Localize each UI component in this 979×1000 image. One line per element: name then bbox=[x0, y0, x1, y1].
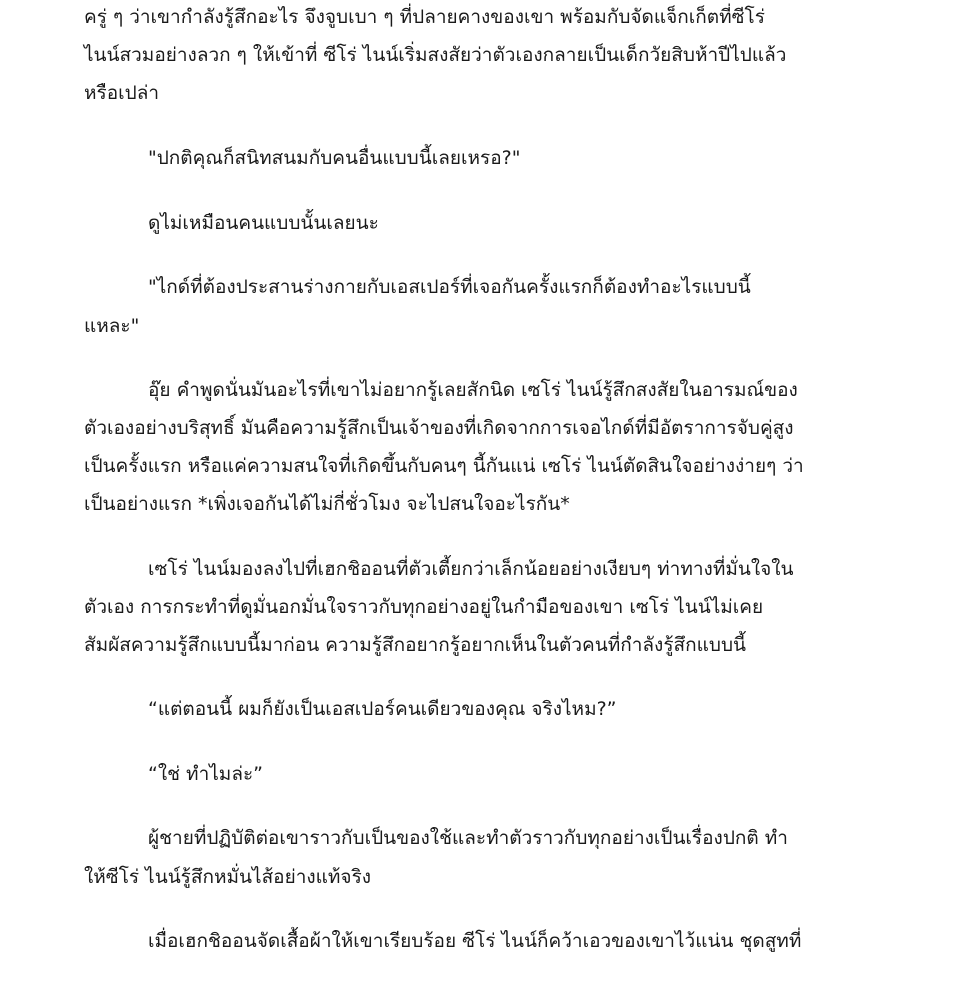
text-line: หรือเปล่า bbox=[84, 82, 160, 104]
text-line: ครู่ ๆ ว่าเขากำลังรู้สึกอะไร จึงจูบเบา ๆ ที่ปลายคางของเขา พร้อมกับจัดแจ็กเก็ตที่ซีโร่ bbox=[84, 6, 765, 28]
text-line: เป็นอย่างแรก *เพิ่งเจอกันได้ไม่กี่ชั่วโมง จะไปสนใจอะไรกัน* bbox=[84, 493, 570, 515]
text-line: เป็นครั้งแรก หรือแค่ความสนใจที่เกิดขึ้นกับคนๆ นี้กันแน่ เซโร่ ไนน์ตัดสินใจอย่างง่ายๆ ว่า bbox=[84, 455, 804, 477]
dialogue-line: "ไกด์ที่ต้องประสานร่างกายกับเอสเปอร์ที่เจอกันครั้งแรกก็ต้องทำอะไรแบบนี้ bbox=[148, 276, 751, 298]
text-line: ตัวเอง การกระทำที่ดูมั่นอกมั่นใจราวกับทุกอย่างอยู่ในกำมือของเขา เซโร่ ไนน์ไม่เคย bbox=[84, 596, 764, 618]
text-line: อุ๊ย คำพูดนั่นมันอะไรที่เขาไม่อยากรู้เลยสักนิด เซโร่ ไนน์รู้สึกสงสัยในอารมณ์ของ bbox=[148, 379, 798, 401]
dialogue-line: แหละ" bbox=[84, 315, 140, 337]
dialogue-line: “แต่ตอนนี้ ผมก็ยังเป็นเอสเปอร์คนเดียวของคุณ จริงไหม?” bbox=[148, 698, 617, 720]
text-line: ไนน์สวมอย่างลวก ๆ ให้เข้าที่ ซีโร่ ไนน์เริ่มสงสัยว่าตัวเองกลายเป็นเด็กวัยสิบห้าปีไปแล้ว bbox=[84, 44, 787, 66]
text-line: สัมผัสความรู้สึกแบบนี้มาก่อน ความรู้สึกอยากรู้อยากเห็นในตัวคนที่กำลังรู้สึกแบบนี้ bbox=[84, 634, 746, 656]
text-line: ตัวเองอย่างบริสุทธิ์ มันคือความรู้สึกเป็นเจ้าของที่เกิดจากการเจอไกด์ที่มีอัตราการจับคู่สูง bbox=[84, 417, 794, 439]
text-line: ผู้ชายที่ปฏิบัติต่อเขาราวกับเป็นของใช้และทำตัวราวกับทุกอย่างเป็นเรื่องปกติ ทำ bbox=[148, 827, 788, 849]
text-line: ดูไม่เหมือนคนแบบนั้นเลยนะ bbox=[148, 212, 379, 234]
dialogue-line: “ใช่ ทำไมล่ะ” bbox=[148, 763, 264, 785]
text-line: เมื่อเฮกชิออนจัดเสื้อผ้าให้เขาเรียบร้อย ซีโร่ ไนน์ก็คว้าเอวของเขาไว้แน่น ชุดสูทที่ bbox=[148, 930, 802, 952]
dialogue-line: "ปกติคุณก็สนิทสนมกับคนอื่นแบบนี้เลยเหรอ?" bbox=[148, 147, 521, 169]
text-line: ให้ซีโร่ ไนน์รู้สึกหมั่นไส้อย่างแท้จริง bbox=[84, 866, 372, 888]
text-line: เซโร่ ไนน์มองลงไปที่เฮกชิออนที่ตัวเตี้ยกว่าเล็กน้อยอย่างเงียบๆ ท่าทางที่มั่นใจใน bbox=[148, 558, 794, 580]
